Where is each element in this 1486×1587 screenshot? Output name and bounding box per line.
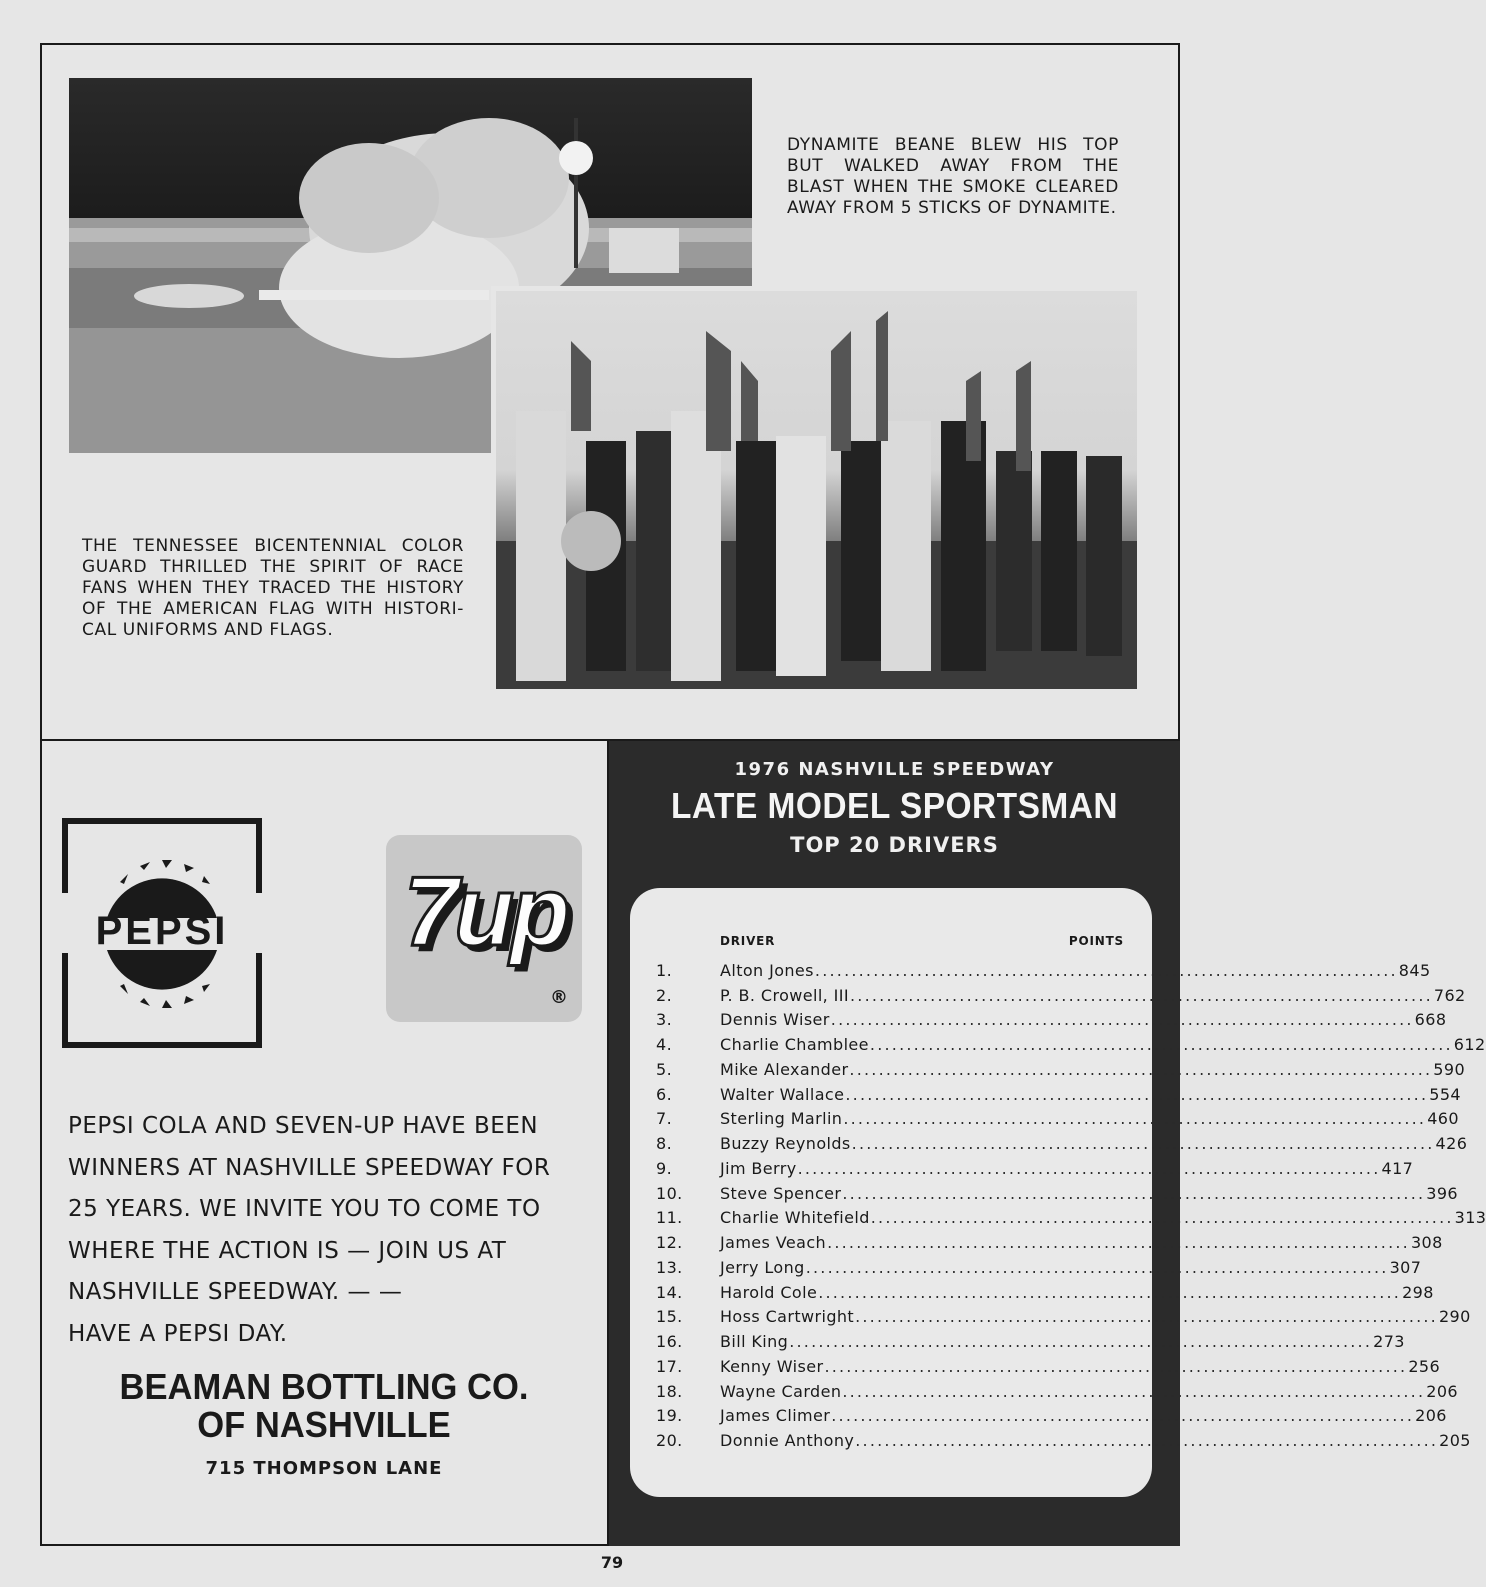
standings-row [656,1379,1458,1404]
driver-name: Charlie Chamblee [720,1035,869,1055]
driver-rank: 3. [656,1010,673,1030]
standings-row [656,983,1466,1008]
page-number: 79 [600,1553,624,1572]
driver-points: 298 [1402,1282,1434,1302]
dot-leader: ................................................................................ [855,1307,1438,1327]
color-guard-caption: THE TENNESSEE BICENTENNIAL COLOR GUARD THRILLED THE SPIRIT OF RACE FANS WHEN THEY TRACED THE HISTORY OF THE AMERICAN FLAG WITH HISTORI-CAL UNIFORMS AND FLAGS. [82,536,464,640]
driver-name: Kenny Wiser [720,1356,824,1376]
dot-leader: ................................................................................ [827,1233,1410,1253]
standings-supertitle: 1976 NASHVILLE SPEEDWAY [734,759,1055,780]
standings-row [656,1032,1486,1057]
driver-rank: 15. [656,1307,683,1327]
driver-name: Jim Berry [720,1158,797,1178]
driver-name: Mike Alexander [720,1059,849,1079]
driver-name: Bill King [720,1332,789,1352]
ad-line: HAVE A PEPSI DAY. [68,1320,288,1347]
points-column-header: POINTS [1068,934,1124,948]
driver-rank: 19. [656,1406,683,1426]
driver-name: Charlie Whitefield [720,1208,870,1228]
standings-row [656,1354,1441,1379]
driver-points: 205 [1439,1431,1471,1451]
standings-title: LATE MODEL SPORTSMAN [670,785,1119,826]
standings-row [656,1428,1471,1453]
standings-row [656,1280,1434,1305]
ad-line: WHERE THE ACTION IS — JOIN US AT [68,1237,507,1264]
dot-leader: ................................................................................ [805,1257,1389,1277]
dot-leader: ................................................................................ [843,1109,1427,1129]
driver-name: Dennis Wiser [720,1010,830,1030]
driver-rank: 1. [656,960,673,980]
driver-name: Steve Spencer [720,1183,842,1203]
driver-rank: 20. [656,1431,683,1451]
driver-points: 426 [1435,1134,1468,1154]
standings-subtitle: TOP 20 DRIVERS [790,833,999,857]
standings-row [656,1082,1461,1107]
driver-name: Wayne Carden [720,1381,842,1401]
driver-points: 554 [1429,1084,1461,1104]
dot-leader: ................................................................................ [870,1208,1454,1228]
standings-row [656,1181,1459,1206]
driver-name: Harold Cole [720,1282,818,1302]
pepsi-wordmark: PEPSI [95,909,229,953]
driver-rank: 11. [656,1208,683,1228]
ad-line: PEPSI COLA AND SEVEN-UP HAVE BEEN [68,1113,539,1139]
company-line-1: BEAMAN BOTTLING CO. [119,1366,529,1407]
standings-row [656,1131,1468,1156]
dot-leader: ................................................................................ [824,1356,1408,1376]
driver-points: 668 [1414,1010,1447,1030]
standings-row [656,1107,1459,1132]
company-address: 715 THOMPSON LANE [205,1458,443,1479]
color-guard-image [496,291,1137,689]
standings-row [656,1206,1486,1231]
driver-points: 845 [1398,960,1431,980]
dot-leader: ................................................................................ [842,1381,1426,1401]
driver-column-header: DRIVER [720,934,776,948]
driver-rank: 10. [656,1183,683,1203]
dot-leader: ................................................................................ [855,1431,1439,1451]
dot-leader: ................................................................................ [830,1010,1414,1030]
dot-leader: ................................................................................ [789,1332,1373,1352]
standings-row [656,1329,1405,1354]
driver-rank: 5. [656,1059,673,1079]
driver-name: James Veach [720,1233,827,1253]
driver-points: 206 [1415,1406,1447,1426]
driver-points: 206 [1426,1381,1458,1401]
driver-rank: 14. [656,1282,683,1302]
driver-rank: 17. [656,1356,683,1376]
driver-name: Alton Jones [720,960,814,980]
driver-points: 396 [1426,1183,1459,1203]
driver-points: 273 [1373,1332,1405,1352]
company-name [78,1368,570,1444]
driver-name: James Climer [720,1406,831,1426]
driver-rank: 2. [656,985,673,1005]
driver-points: 307 [1389,1257,1422,1277]
driver-rank: 16. [656,1332,683,1352]
driver-name: P. B. Crowell, III [720,985,850,1005]
driver-points: 590 [1433,1059,1466,1079]
driver-name: Walter Wallace [720,1084,845,1104]
standings-row [656,1156,1414,1181]
sevenup-logo [386,835,582,1022]
standings-row [656,958,1431,983]
driver-points: 612 [1453,1035,1486,1055]
ad-line: 25 YEARS. WE INVITE YOU TO COME TO [68,1196,541,1222]
dot-leader: ................................................................................ [845,1084,1429,1104]
color-guard-photo [491,286,1142,694]
pepsi-logo [62,818,262,1048]
ad-line: WINNERS AT NASHVILLE SPEEDWAY FOR [68,1154,551,1181]
driver-points: 256 [1408,1356,1441,1376]
driver-points: 290 [1438,1307,1471,1327]
dot-leader: ................................................................................ [851,1134,1435,1154]
standings-panel [609,741,1486,1546]
driver-rank: 7. [656,1109,673,1129]
driver-name: Jerry Long [720,1257,805,1277]
dot-leader: ................................................................................ [869,1035,1453,1055]
driver-points: 308 [1410,1233,1443,1253]
driver-rank: 18. [656,1381,683,1401]
driver-rank: 6. [656,1084,673,1104]
driver-points: 460 [1427,1109,1459,1129]
ad-line: NASHVILLE SPEEDWAY. — — [68,1279,403,1305]
standings-list [656,958,1486,1453]
standings-row [656,1057,1466,1082]
standings-row [656,1404,1447,1429]
driver-name: Donnie Anthony [720,1431,855,1451]
driver-rank: 12. [656,1233,683,1253]
standings-row [656,1230,1443,1255]
standings-row [656,1255,1422,1280]
driver-rank: 9. [656,1158,673,1178]
company-line-2: OF NASHVILLE [197,1404,451,1445]
driver-points: 762 [1433,985,1466,1005]
ad-copy [68,1106,580,1355]
sevenup-wordmark: 7up [403,856,567,966]
dot-leader: ................................................................................ [849,1059,1433,1079]
dot-leader: ................................................................................ [797,1158,1381,1178]
standings-card [630,888,1486,1497]
registered-mark: ® [550,987,568,1008]
driver-name: Hoss Cartwright [720,1307,855,1327]
dynamite-caption: DYNAMITE BEANE BLEW HIS TOP BUT WALKED AWAY FROM THE BLAST WHEN THE SMOKE CLEARED AWAY FROM 5 STICKS OF DYNAMITE. [787,135,1119,218]
dot-leader: ................................................................................ [842,1183,1426,1203]
standings-row [656,1305,1471,1330]
dot-leader: ................................................................................ [850,985,1433,1005]
driver-name: Buzzy Reynolds [720,1134,851,1154]
driver-rank: 13. [656,1257,683,1277]
dot-leader: ................................................................................ [814,960,1398,980]
driver-rank: 4. [656,1035,673,1055]
dot-leader: ................................................................................ [831,1406,1415,1426]
standings-row [656,1008,1447,1033]
dot-leader: ................................................................................ [818,1282,1402,1302]
driver-name: Sterling Marlin [720,1109,843,1129]
driver-points: 417 [1381,1158,1414,1178]
driver-points: 313 [1454,1208,1486,1228]
driver-rank: 8. [656,1134,673,1154]
